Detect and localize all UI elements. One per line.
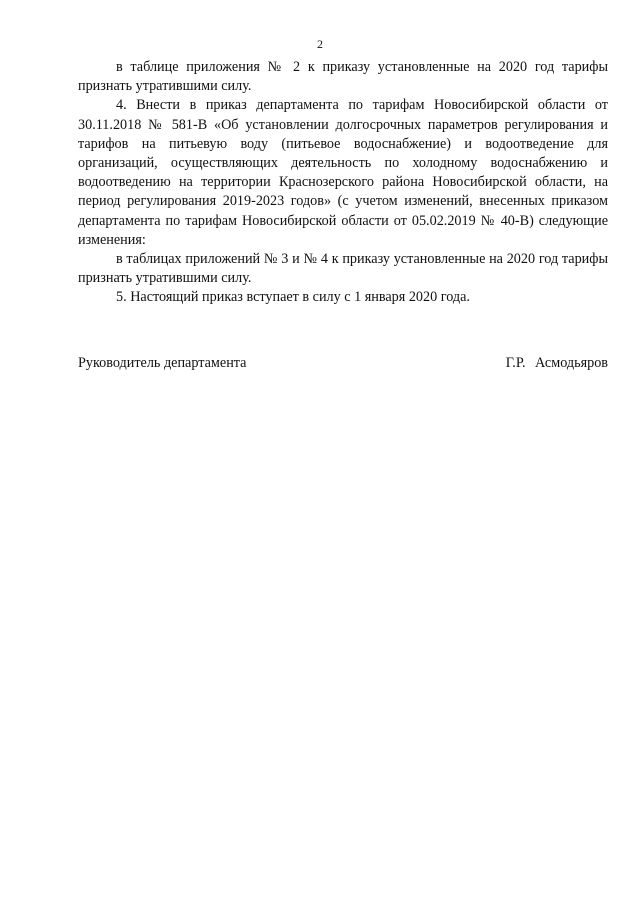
paragraph-tables-change: в таблицах приложений № 3 и № 4 к приказу установленные на 2020 год тарифы признать утратившими силу. [78, 251, 608, 287]
signer-position: Руководитель департамента [78, 355, 247, 371]
paragraph-continuation: в таблице приложения № 2 к приказу установленные на 2020 год тарифы признать утратившими силу. [78, 59, 608, 95]
page-number: 2 [317, 37, 323, 51]
signature-block [78, 354, 608, 373]
paragraph-item-4: 4. Внести в приказ департамента по тарифам Новосибирской области от 30.11.2018 № 581-В «Об установлении долгосрочных параметров регулирования и тарифов на питьевую воду (питьевое водоснабжение) и водоотведение для организаций, осуществляющих деятельность по холодному водоснабжению и водоотведению на территории Краснозерского района Новосибирской области, на период регулирования 2019-2023 годов» (с учетом изменений, внесенных приказом департамента по тарифам Новосибирской области от 05.02.2019 № 40-В) следующие изменения: [78, 97, 608, 248]
signer-name: Г.Р. Асмодьяров [505, 355, 608, 371]
paragraph-item-5: 5. Настоящий приказ вступает в силу с 1 января 2020 года. [116, 289, 470, 306]
document-body [78, 58, 608, 308]
